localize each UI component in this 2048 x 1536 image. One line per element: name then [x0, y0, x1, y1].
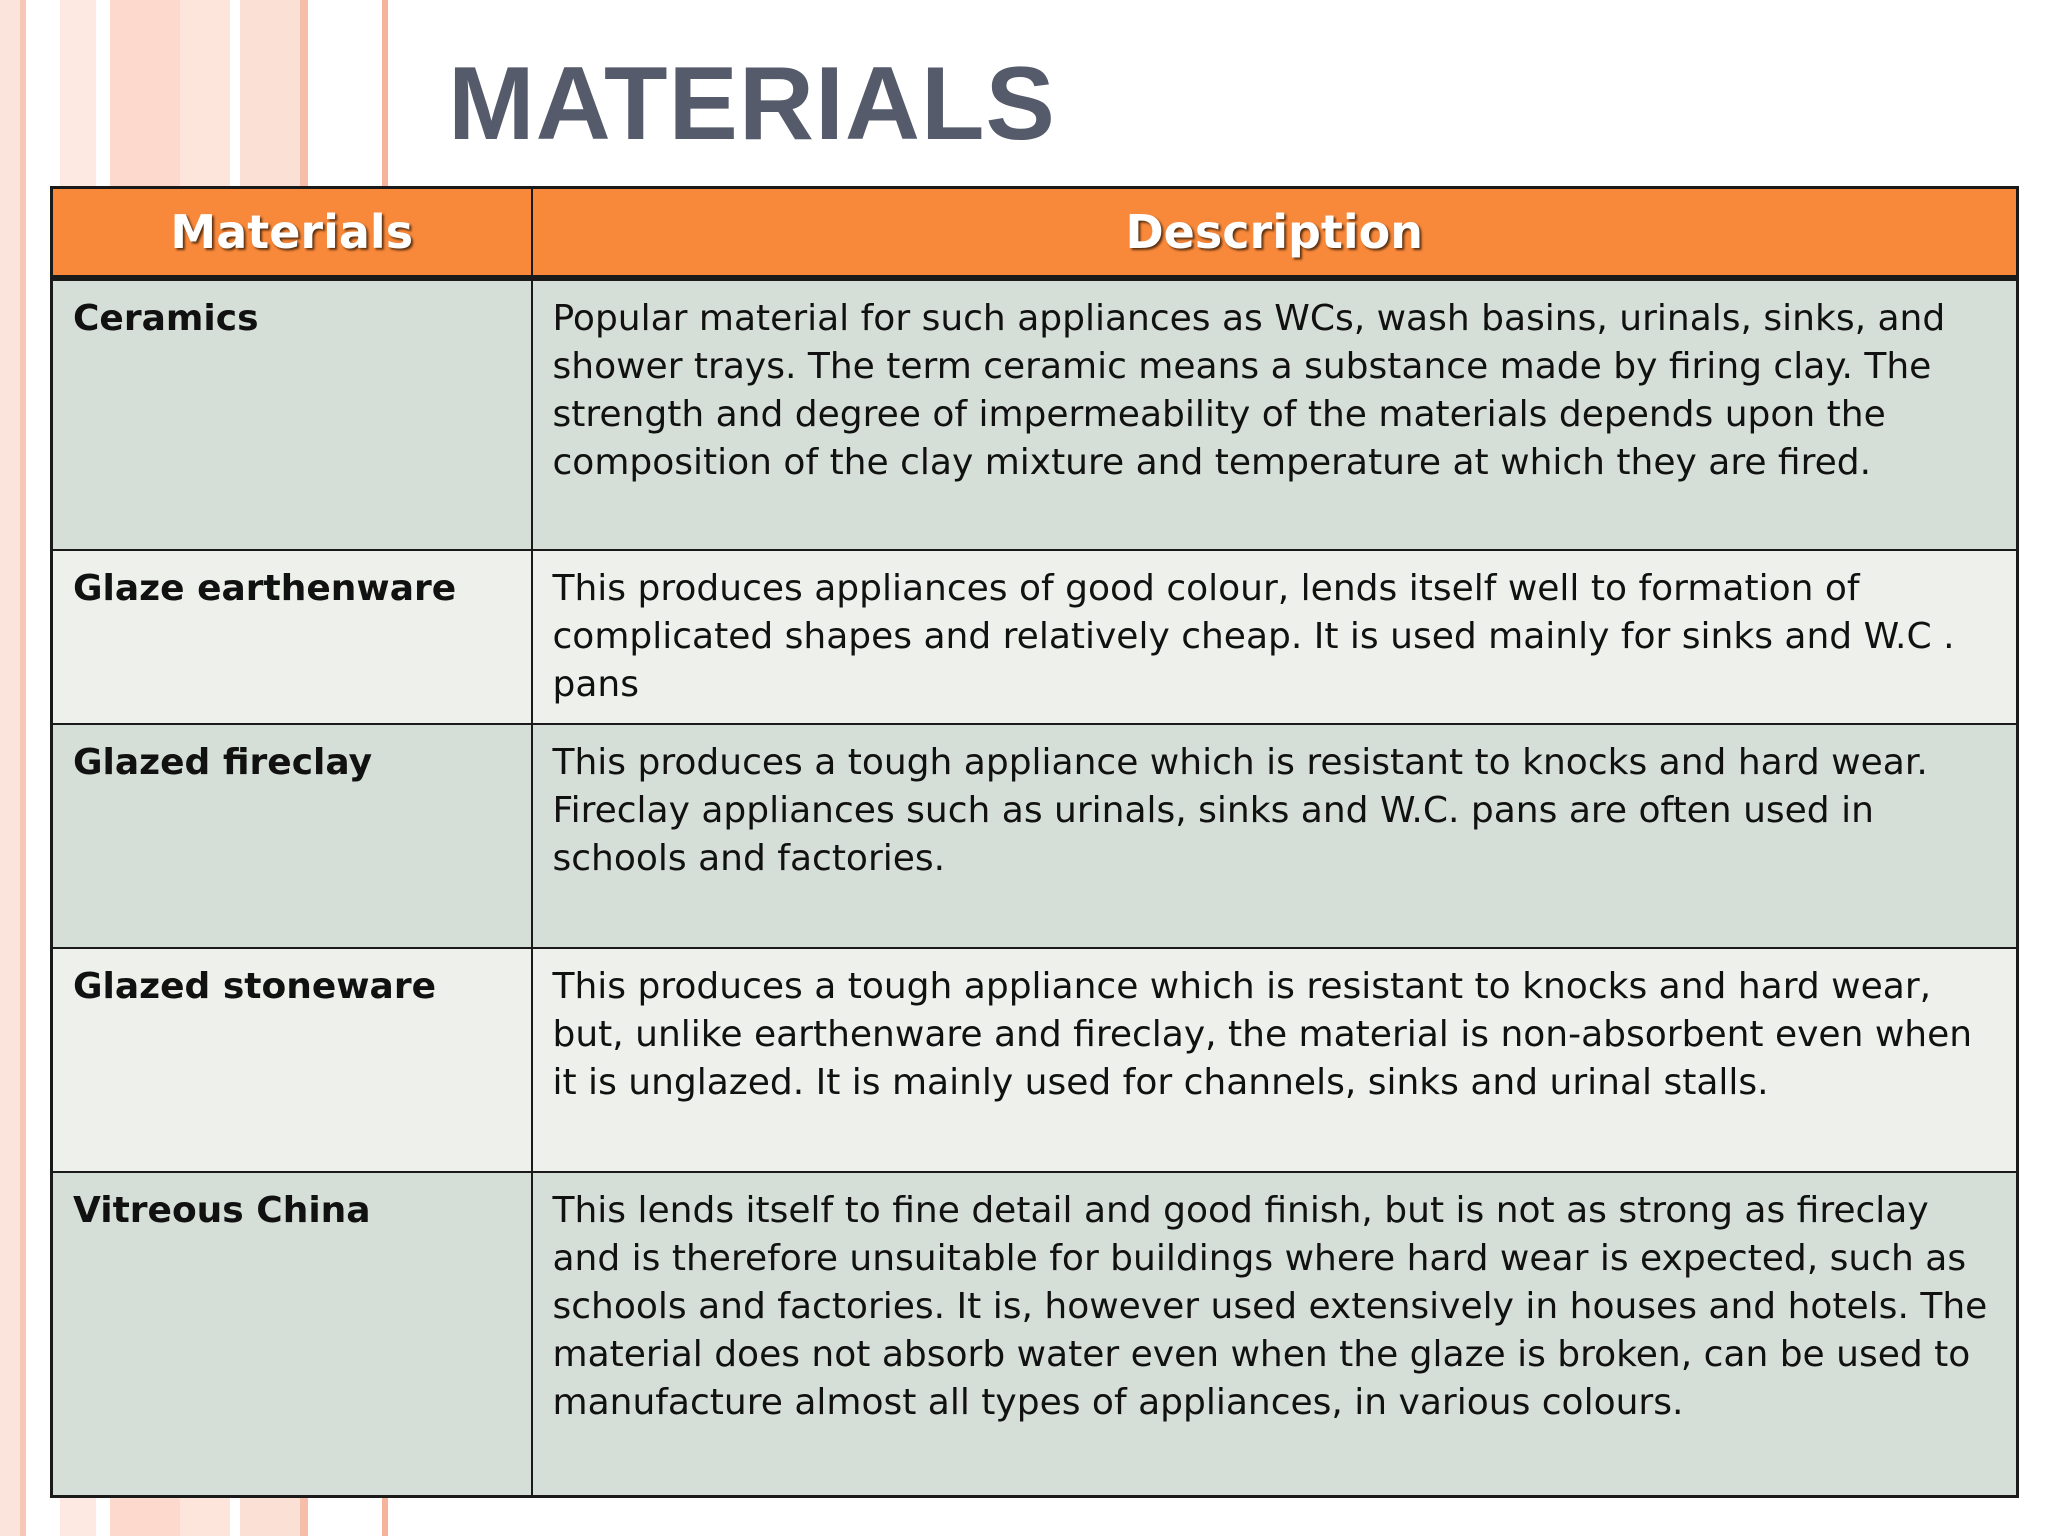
decorative-stripe	[0, 0, 20, 1536]
table-row	[52, 1172, 2018, 1497]
column-header-materials: Materials	[52, 188, 532, 279]
material-name: Glazed stoneware	[52, 948, 532, 1172]
material-name: Ceramics	[52, 278, 532, 550]
table-row	[52, 550, 2018, 724]
material-name: Glazed fireclay	[52, 724, 532, 948]
material-description: This produces a tough appliance which is resistant to knocks and hard wear, but, unlike earthenware and fireclay, the material is non-absorbent even when it is unglazed. It is mainly used for channels, sinks and urinal stalls.	[532, 948, 2018, 1172]
material-name: Glaze earthenware	[52, 550, 532, 724]
material-description: This produces a tough appliance which is resistant to knocks and hard wear. Fireclay appliances such as urinals, sinks and W.C. pans are often used in schools and factories.	[532, 724, 2018, 948]
page-title: MATERIALS	[448, 46, 1056, 162]
table-row	[52, 278, 2018, 550]
table-row	[52, 724, 2018, 948]
material-name: Vitreous China	[52, 1172, 532, 1497]
material-description: Popular material for such appliances as WCs, wash basins, urinals, sinks, and shower trays. The term ceramic means a substance made by firing clay. The strength and degree of impermeability of the materials depends upon the composition of the clay mixture and temperature at which they are fired.	[532, 278, 2018, 550]
material-description: This lends itself to fine detail and good finish, but is not as strong as fireclay and is therefore unsuitable for buildings where hard wear is expected, such as schools and factories. It is, however used extensively in houses and hotels. The material does not absorb water even when the glaze is broken, can be used to manufacture almost all types of appliances, in various colours.	[532, 1172, 2018, 1497]
column-header-description: Description	[532, 188, 2018, 279]
materials-table	[50, 186, 2019, 1498]
decorative-stripe	[20, 0, 26, 1536]
table-row	[52, 948, 2018, 1172]
table-header-row	[52, 188, 2018, 279]
material-description: This produces appliances of good colour, lends itself well to formation of complicated shapes and relatively cheap. It is used mainly for sinks and W.C . pans	[532, 550, 2018, 724]
